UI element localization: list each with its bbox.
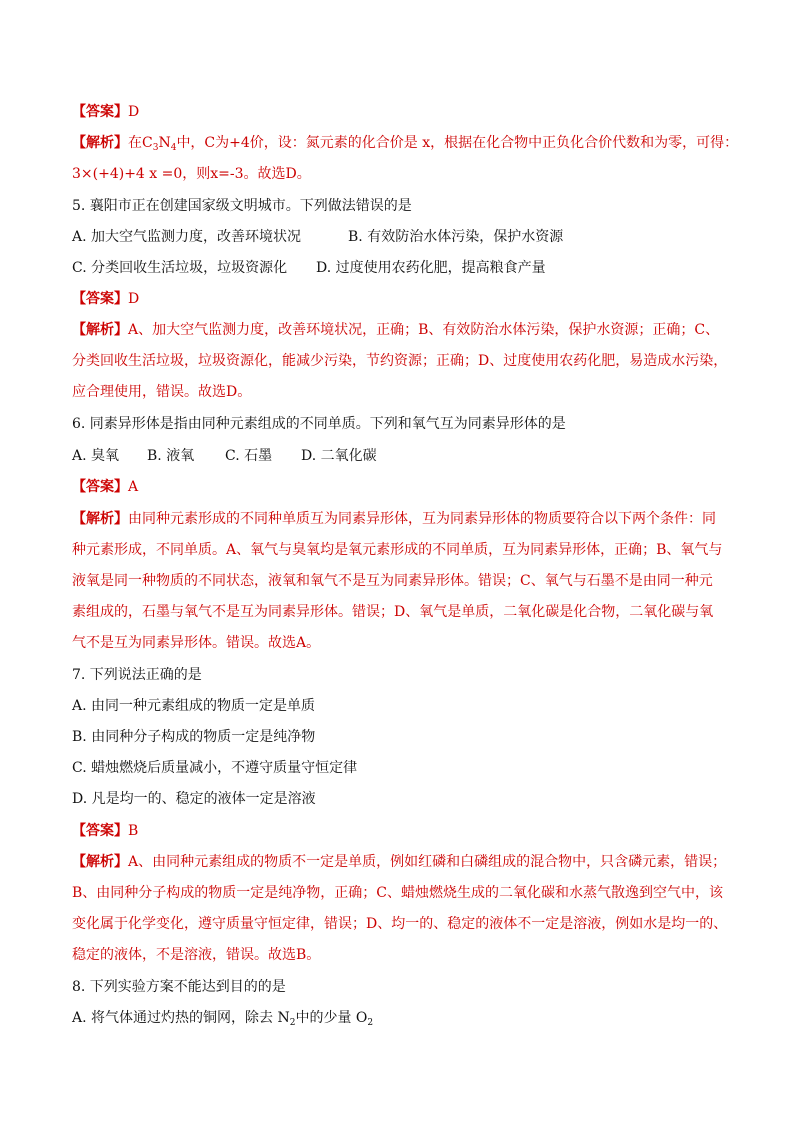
answer-tag: 【答案】 bbox=[72, 823, 128, 839]
analysis-tag: 【解析】 bbox=[72, 135, 128, 151]
answer-tag: 【答案】 bbox=[72, 479, 128, 495]
answer-value: D bbox=[128, 104, 140, 120]
q7-option-b: B. 由同种分子构成的物质一定是纯净物 bbox=[72, 729, 316, 745]
analysis-tag: 【解析】 bbox=[72, 511, 128, 527]
q6-analysis-line-5: 气不是互为同素异形体。错误。故选A。 bbox=[72, 635, 321, 651]
analysis-text: 中，C为+4价，设：氮元素的化合价是 x，根据在化合物中正负化合价代数和为零，可得： bbox=[176, 135, 739, 151]
q4-analysis-line-2: 3×(+4)+4 x =0，则x=-3。故选D。 bbox=[72, 166, 311, 182]
answer-value: D bbox=[128, 291, 140, 307]
analysis-text: 在C bbox=[128, 135, 153, 151]
q7-answer-line bbox=[72, 821, 138, 841]
q7-option-d: D. 凡是均一的、稳定的液体一定是溶液 bbox=[72, 791, 316, 807]
q6-analysis-line-1 bbox=[72, 509, 716, 529]
q6-answer-line bbox=[72, 477, 138, 497]
option-d: D. 过度使用农药化肥，提高粮食产量 bbox=[316, 260, 546, 276]
answer-value: B bbox=[128, 823, 139, 839]
q7-stem: 7. 下列说法正确的是 bbox=[72, 667, 202, 683]
q6-analysis-line-4: 素组成的，石墨与氧气不是互为同素异形体。错误；D、氧气是单质，二氧化碳是化合物，二氧化碳与氧 bbox=[72, 604, 714, 620]
q6-options-row bbox=[72, 446, 377, 466]
q5-options-row-2 bbox=[72, 258, 546, 278]
option-c: C. 石墨 bbox=[225, 448, 273, 464]
q5-stem: 5. 襄阳市正在创建国家级文明城市。下列做法错误的是 bbox=[72, 198, 412, 214]
option-b: B. 有效防治水体污染，保护水资源 bbox=[348, 229, 564, 245]
q7-option-a: A. 由同一种元素组成的物质一定是单质 bbox=[72, 698, 316, 714]
q6-analysis-line-3: 液氧是同一种物质的不同状态，液氧和氧气不是互为同素异形体。错误；C、氧气与石墨不是由同一种元 bbox=[72, 573, 713, 589]
subscript: 3 bbox=[152, 143, 159, 153]
q7-analysis-line-3: 变化属于化学变化，遵守质量守恒定律，错误；D、均一的、稳定的液体不一定是溶液，例如水是均一的、 bbox=[72, 916, 728, 932]
q5-analysis-line-1 bbox=[72, 320, 719, 340]
q7-analysis-line-1 bbox=[72, 852, 726, 872]
q6-analysis-line-2: 种元素形成，不同单质。A、氧气与臭氧均是氧元素形成的不同单质，互为同素异形体，正确；B、氧气与 bbox=[72, 542, 723, 558]
analysis-text: N bbox=[158, 135, 171, 151]
q7-analysis-line-4: 稳定的液体，不是溶液，错误。故选B。 bbox=[72, 947, 321, 963]
option-a: A. 臭氧 bbox=[72, 448, 120, 464]
analysis-text: 由同种元素形成的不同种单质互为同素异形体，互为同素异形体的物质要符合以下两个条件：同 bbox=[128, 511, 716, 527]
q5-analysis-line-3: 应合理使用，错误。故选D。 bbox=[72, 384, 252, 400]
subscript: 2 bbox=[367, 1018, 374, 1028]
option-d: D. 二氧化碳 bbox=[301, 448, 377, 464]
answer-tag: 【答案】 bbox=[72, 291, 128, 307]
option-text: A. 将气体通过灼热的铜网，除去 N bbox=[72, 1010, 290, 1026]
q4-answer-line bbox=[72, 102, 139, 122]
option-c: C. 分类回收生活垃圾，垃圾资源化 bbox=[72, 260, 288, 276]
analysis-tag: 【解析】 bbox=[72, 854, 128, 870]
q5-answer-line bbox=[72, 289, 139, 309]
subscript: 2 bbox=[289, 1018, 296, 1028]
analysis-tag: 【解析】 bbox=[72, 322, 128, 338]
subscript: 4 bbox=[170, 143, 177, 153]
q5-analysis-line-2: 分类回收生活垃圾，垃圾资源化，能减少污染，节约资源；正确；D、过度使用农药化肥，易造成水污染， bbox=[72, 353, 728, 369]
q6-stem: 6. 同素异形体是指由同种元素组成的不同单质。下列和氧气互为同素异形体的是 bbox=[72, 416, 566, 432]
q8-stem: 8. 下列实验方案不能达到目的的是 bbox=[72, 979, 286, 995]
analysis-text: A、加大空气监测力度，改善环境状况，正确；B、有效防治水体污染，保护水资源；正确；C、 bbox=[128, 322, 720, 338]
analysis-text: A、由同种元素组成的物质不一定是单质，例如红磷和白磷组成的混合物中，只含磷元素，错误； bbox=[128, 854, 727, 870]
q7-option-c: C. 蜡烛燃烧后质量减小，不遵守质量守恒定律 bbox=[72, 760, 358, 776]
q8-option-a bbox=[72, 1008, 373, 1028]
option-b: B. 液氧 bbox=[147, 448, 195, 464]
q4-analysis-line-1 bbox=[72, 133, 738, 153]
q5-options-row-1 bbox=[72, 227, 563, 247]
option-text: 中的少量 O bbox=[295, 1010, 368, 1026]
q7-analysis-line-2: B、由同种分子构成的物质一定是纯净物，正确；C、蜡烛燃烧生成的二氧化碳和水蒸气散逸到空气中，该 bbox=[72, 885, 723, 901]
answer-tag: 【答案】 bbox=[72, 104, 128, 120]
option-a: A. 加大空气监测力度，改善环境状况 bbox=[72, 229, 302, 245]
answer-value: A bbox=[128, 479, 139, 495]
